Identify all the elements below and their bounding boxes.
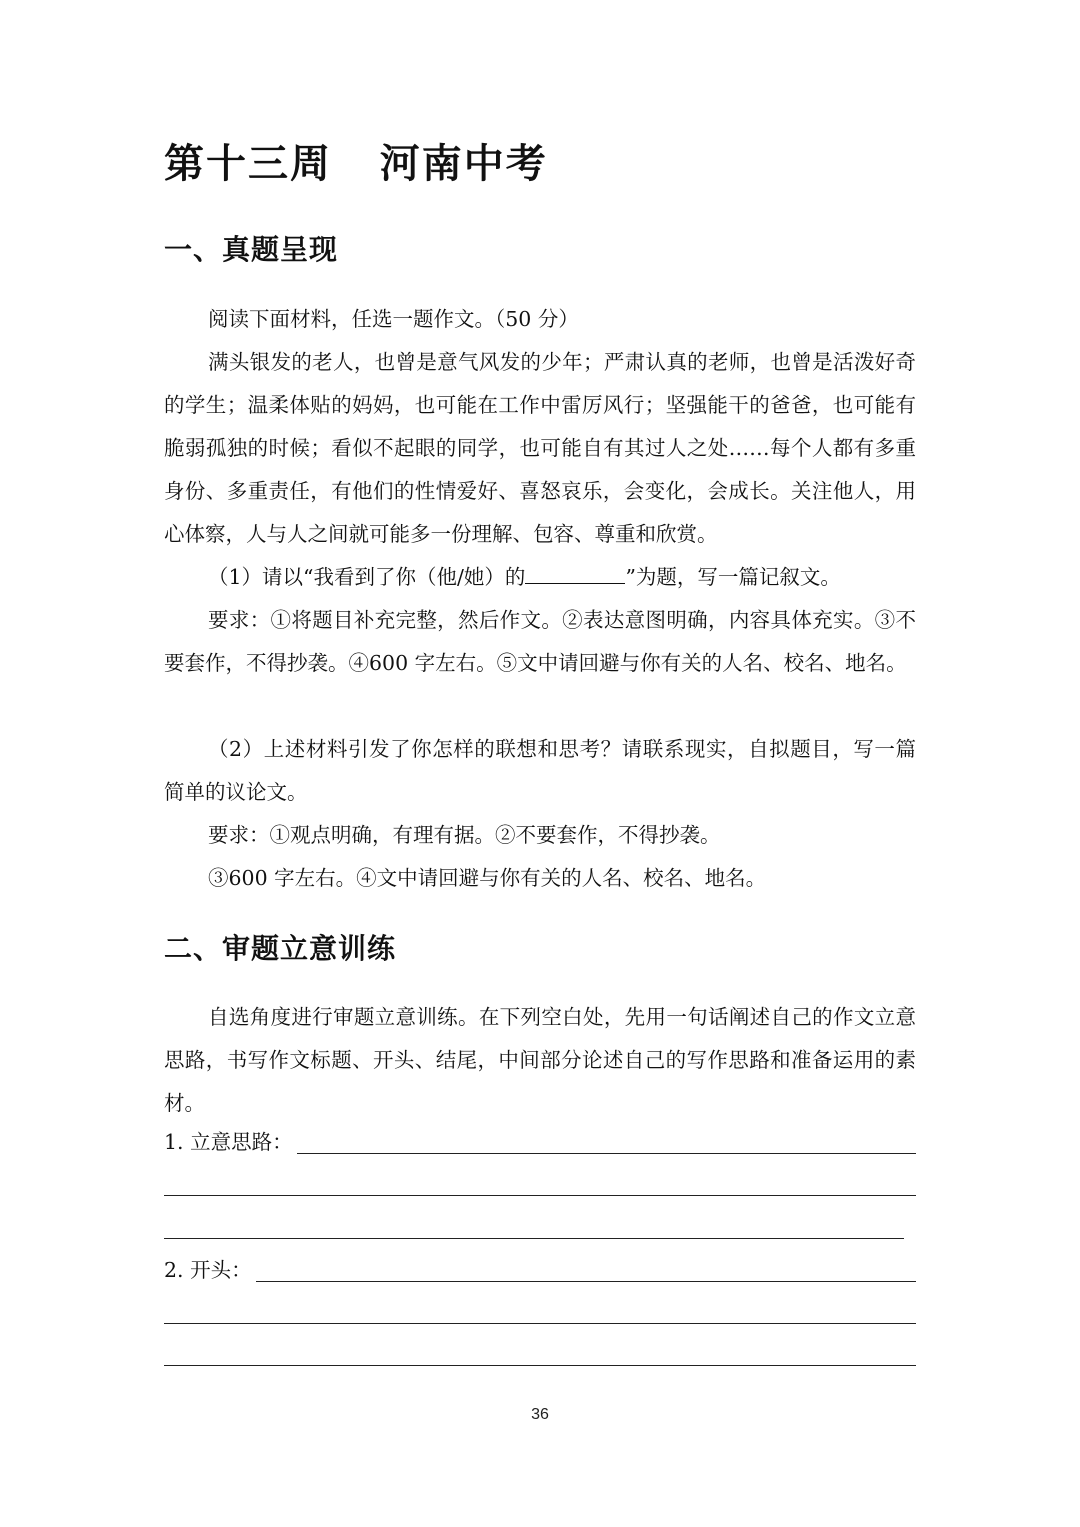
page-title: 第十三周 河南中考: [164, 140, 548, 187]
question-2-requirements-2: ③600 字左右。④文中请回避与你有关的人名、校名、地名。: [208, 866, 767, 890]
page-number: 36: [531, 1406, 549, 1423]
opening-row: [164, 1254, 916, 1284]
question-2-requirements-1: 要求：①观点明确，有理有据。②不要套作，不得抄袭。: [208, 823, 721, 847]
idea-label: 1. 立意思路：: [164, 1130, 293, 1154]
idea-answer-line-3[interactable]: [164, 1238, 904, 1239]
task-intro: 阅读下面材料，任选一题作文。（50 分）: [208, 307, 579, 331]
opening-label: 2. 开头：: [164, 1258, 252, 1282]
section1-heading: 一、真题呈现: [164, 233, 339, 266]
section2-heading: 二、审题立意训练: [164, 932, 397, 965]
opening-answer-line-2[interactable]: [164, 1323, 916, 1324]
idea-row: [164, 1126, 916, 1156]
title-blank: [525, 582, 625, 584]
opening-answer-line-3[interactable]: [164, 1365, 916, 1366]
opening-answer-line[interactable]: [256, 1280, 916, 1282]
idea-answer-line[interactable]: [297, 1152, 916, 1154]
question-1-suffix: ”为题，写一篇记叙文。: [625, 565, 841, 589]
idea-answer-line-2[interactable]: [164, 1195, 916, 1196]
question-1-prefix: （1）请以“我看到了你（他/她）的: [208, 565, 526, 589]
question-1: [164, 556, 916, 599]
training-instruction: 自选角度进行审题立意训练。在下列空白处，先用一句话阐述自己的作文立意思路，书写作文标题、开头、结尾，中间部分论述自己的写作思路和准备运用的素材。: [164, 1005, 916, 1115]
material-paragraph: 满头银发的老人，也曾是意气风发的少年；严肃认真的老师，也曾是活泼好奇的学生；温柔体贴的妈妈，也可能在工作中雷厉风行；坚强能干的爸爸，也可能有脆弱孤独的时候；看似不起眼的同学，也可能自有其过人之处……每个人都有多重身份、多重责任，有他们的性情爱好、喜怒哀乐，会变化，会成长。关注他人，用心体察，人与人之间就可能多一份理解、包容、尊重和欣赏。: [164, 350, 916, 546]
question-1-requirements: 要求：①将题目补充完整，然后作文。②表达意图明确，内容具体充实。③不要套作，不得抄袭。④600 字左右。⑤文中请回避与你有关的人名、校名、地名。: [164, 608, 916, 675]
question-2: （2）上述材料引发了你怎样的联想和思考？请联系现实，自拟题目，写一篇简单的议论文。: [164, 737, 916, 804]
